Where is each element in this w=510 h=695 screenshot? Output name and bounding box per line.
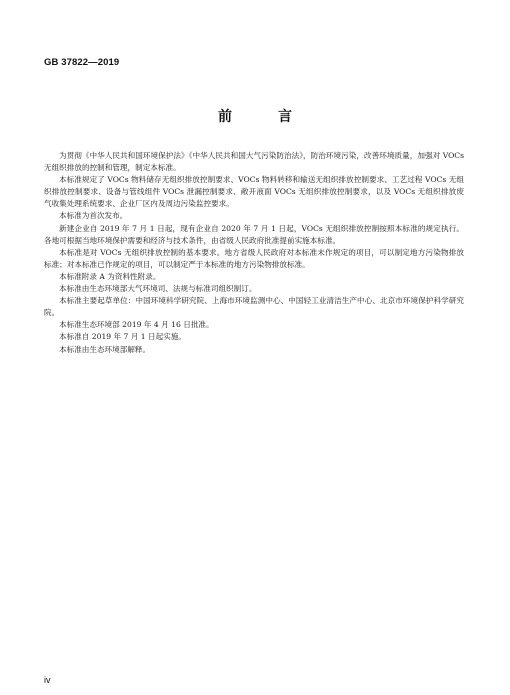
paragraph: 本标准生态环境部 2019 年 4 月 16 日批准。 <box>59 320 214 330</box>
paragraph: 为贯彻《中华人民共和国环境保护法》《中华人民共和国大气污染防治法》，防治环境污染，改善环境质量，加强对 VOCs 无组织排放的控制和管理，制定本标准。 <box>44 151 464 173</box>
paragraph: 本标准自 2019 年 7 月 1 日起实施。 <box>59 332 187 342</box>
paragraph: 本标准由生态环境部解释。 <box>59 344 151 354</box>
paragraph: 本标准是对 VOCs 无组织排放控制的基本要求。地方省级人民政府对本标准未作规定的项目，可以制定地方污染物排放标准；对本标准已作规定的项目，可以制定严于本标准的地方污染物排放标准。 <box>44 247 464 269</box>
page-title: 前 言 <box>218 109 308 125</box>
paragraph: 本标准规定了 VOCs 物料储存无组织排放控制要求、VOCs 物料转移和输送无组织排放控制要求、工艺过程 VOCs 无组织排放控制要求、设备与管线组件 VOCs 泄漏控制要求、敞开液面 VOCs 无组织排放控制要求，以及 VOCs 无组织排放废气收集处理系统要求、企业厂区内及周边污染监控要求。 <box>44 175 464 209</box>
page-number: iv <box>44 675 51 685</box>
paragraph: 本标准主要起草单位：中国环境科学研究院、上海市环境监测中心、中国轻工业清洁生产中心、北京市环境保护科学研究院。 <box>44 296 464 318</box>
paragraph: 新建企业自 2019 年 7 月 1 日起，现有企业自 2020 年 7 月 1 日起，VOCs 无组织排放控制按照本标准的规定执行。各地可根据当地环境保护需要和经济与技术条件，由省级人民政府批准提前实施本标准。 <box>44 223 464 245</box>
paragraph: 本标准附录 A 为资料性附录。 <box>59 271 161 281</box>
standard-code: GB 37822—2019 <box>44 57 120 68</box>
paragraph: 本标准由生态环境部大气环境司、法规与标准司组织制订。 <box>59 284 257 294</box>
foreword-body <box>44 150 464 356</box>
paragraph: 本标准为首次发布。 <box>59 211 128 221</box>
